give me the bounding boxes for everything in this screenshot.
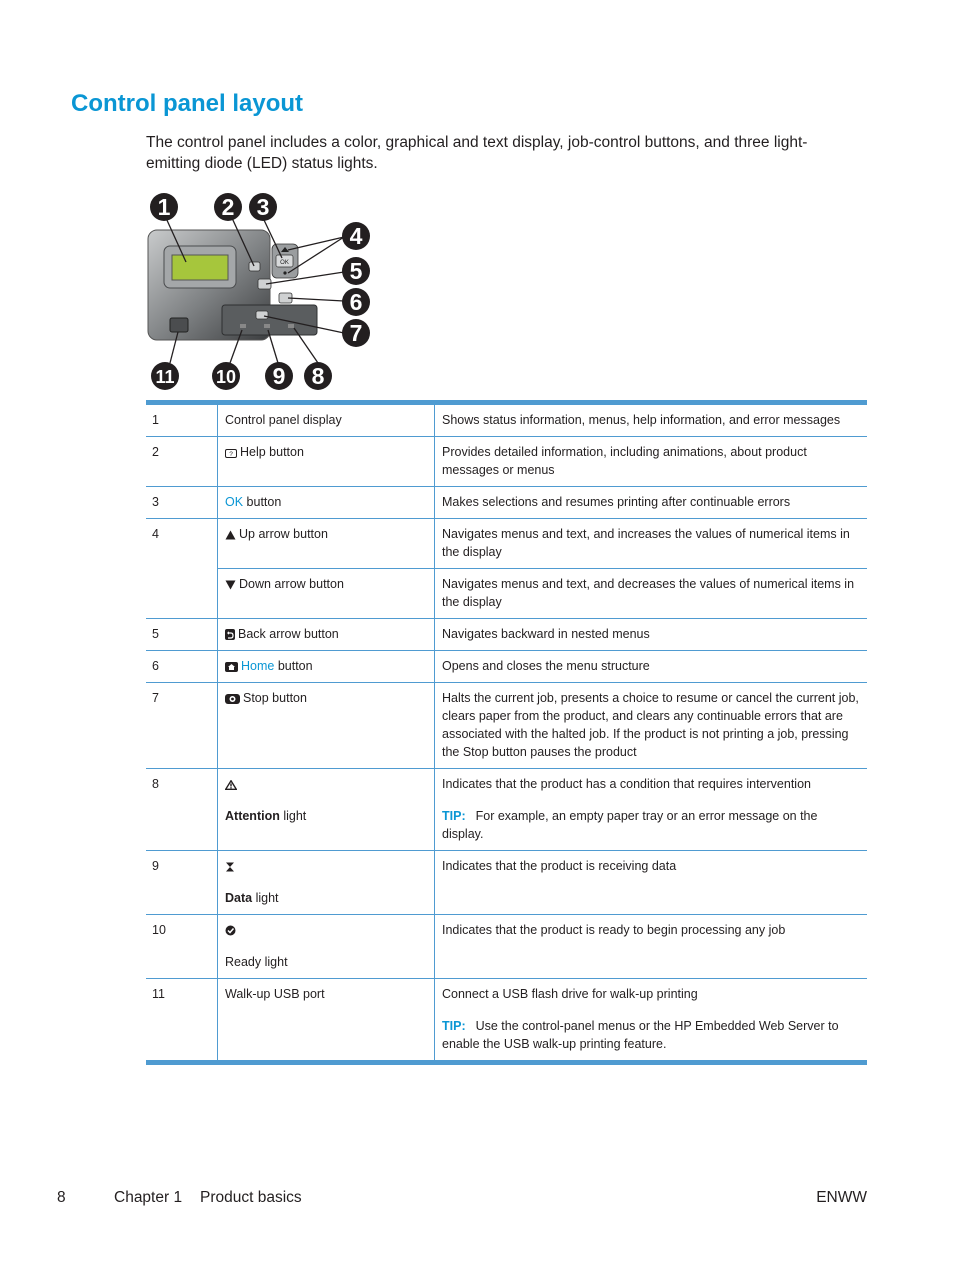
attention-led	[288, 324, 294, 328]
intro-paragraph: The control panel includes a color, graphical and text display, job-control buttons, and three light-emitting diode (LED) status lights.	[146, 134, 808, 172]
control-panel-display	[172, 255, 228, 280]
led-strip	[222, 305, 317, 335]
stop-key	[256, 311, 268, 319]
item-description: Indicates that the product is ready to begin processing any job	[435, 915, 868, 979]
data-led	[264, 324, 270, 328]
row-number: 5	[146, 619, 218, 651]
row-number: 11	[146, 979, 218, 1063]
help-icon	[225, 449, 237, 458]
footer-locale-code: ENWW	[816, 1189, 867, 1206]
item-description: Connect a USB flash drive for walk-up printing TIP: Use the control-panel menus or the HP Embedded Web Server to enable the USB walk-up printing feature.	[435, 979, 868, 1063]
svg-text:8: 8	[311, 363, 325, 389]
tip-label: TIP:	[442, 809, 466, 823]
item-label: Walk-up USB port	[218, 979, 435, 1063]
data-icon	[225, 862, 235, 872]
table-row	[146, 683, 867, 769]
item-label: Stop button	[218, 683, 435, 769]
row-number: 10	[146, 915, 218, 979]
footer-page-number: 8	[57, 1189, 66, 1206]
callout-3	[249, 193, 277, 221]
table-row	[146, 979, 867, 1063]
callout-6	[342, 288, 370, 316]
callout-11	[151, 362, 179, 390]
item-label: ? Help button	[218, 437, 435, 487]
row-number: 6	[146, 651, 218, 683]
table-row	[146, 651, 867, 683]
ok-key-label: OK	[280, 260, 289, 266]
item-label: Up arrow button	[218, 519, 435, 569]
table-row	[146, 403, 867, 437]
svg-text:?: ?	[229, 451, 233, 458]
callout-7	[342, 319, 370, 347]
control-panel-table	[146, 400, 867, 1065]
callout-8	[304, 362, 332, 390]
row-number: 9	[146, 851, 218, 915]
item-label: Data light	[218, 851, 435, 915]
svg-text:3: 3	[256, 194, 270, 220]
down-arrow-key	[283, 271, 286, 274]
control-panel-figure	[146, 190, 386, 395]
svg-text:6: 6	[349, 289, 363, 315]
item-label: Control panel display	[218, 403, 435, 437]
footer-chapter: Chapter 1	[114, 1189, 183, 1206]
attention-icon	[225, 780, 237, 790]
item-description: Indicates that the product is receiving data	[435, 851, 868, 915]
item-description: Navigates menus and text, and increases the values of numerical items in the display	[435, 519, 868, 569]
item-description: Indicates that the product has a condition that requires intervention TIP: For example, an empty paper tray or an error message on the display.	[435, 769, 868, 851]
up-arrow-icon	[225, 530, 236, 540]
callout-1	[150, 193, 178, 221]
item-label: Home button	[218, 651, 435, 683]
svg-text:1: 1	[157, 194, 171, 220]
callout-4	[342, 222, 370, 250]
back-arrow-icon	[225, 629, 235, 640]
item-label: Down arrow button	[218, 569, 435, 619]
svg-text:5: 5	[349, 258, 363, 284]
ready-icon	[225, 925, 236, 936]
table-row	[146, 487, 867, 519]
table-row	[146, 915, 867, 979]
row-number: 1	[146, 403, 218, 437]
table-row	[146, 569, 867, 619]
stop-icon	[225, 694, 240, 704]
item-description: Navigates backward in nested menus	[435, 619, 868, 651]
item-label: Ready light	[218, 915, 435, 979]
table-row	[146, 437, 867, 487]
ok-link[interactable]: OK	[225, 495, 244, 509]
item-label: Back arrow button	[218, 619, 435, 651]
home-icon	[225, 662, 238, 672]
item-description: Navigates menus and text, and decreases the values of numerical items in the display	[435, 569, 868, 619]
item-description: Provides detailed information, including animations, about product messages or menus	[435, 437, 868, 487]
footer-chapter-title: Product basics	[200, 1189, 302, 1206]
item-description: Halts the current job, presents a choice to resume or cancel the current job, clears paper from the product, and clears any continuable errors that are associated with the halted job. If the product is not printing a job, pressing the Stop button pauses the product	[435, 683, 868, 769]
callout-9	[265, 362, 293, 390]
svg-text:7: 7	[349, 320, 363, 346]
item-description: Shows status information, menus, help information, and error messages	[435, 403, 868, 437]
page-heading: Control panel layout	[71, 90, 304, 117]
callout-5	[342, 257, 370, 285]
item-description: Opens and closes the menu structure	[435, 651, 868, 683]
table-row	[146, 619, 867, 651]
row-number: 2	[146, 437, 218, 487]
tip-label: TIP:	[442, 1019, 466, 1033]
home-link[interactable]: Home	[241, 659, 275, 673]
svg-text:4: 4	[349, 223, 363, 249]
item-label: Attention light	[218, 769, 435, 851]
row-number: 4	[146, 519, 218, 619]
svg-text:10: 10	[215, 367, 237, 387]
item-description: Makes selections and resumes printing after continuable errors	[435, 487, 868, 519]
ready-led	[240, 324, 246, 328]
help-key	[249, 262, 260, 271]
usb-port	[170, 318, 188, 332]
item-label: OK button	[218, 487, 435, 519]
table-row	[146, 769, 867, 851]
svg-text:11: 11	[155, 367, 175, 387]
down-arrow-icon	[225, 580, 236, 590]
callout-10	[212, 362, 240, 390]
table-row	[146, 851, 867, 915]
svg-text:2: 2	[221, 194, 235, 220]
callout-2	[214, 193, 242, 221]
row-number: 7	[146, 683, 218, 769]
table-row	[146, 519, 867, 569]
svg-text:9: 9	[272, 363, 286, 389]
row-number: 8	[146, 769, 218, 851]
row-number: 3	[146, 487, 218, 519]
